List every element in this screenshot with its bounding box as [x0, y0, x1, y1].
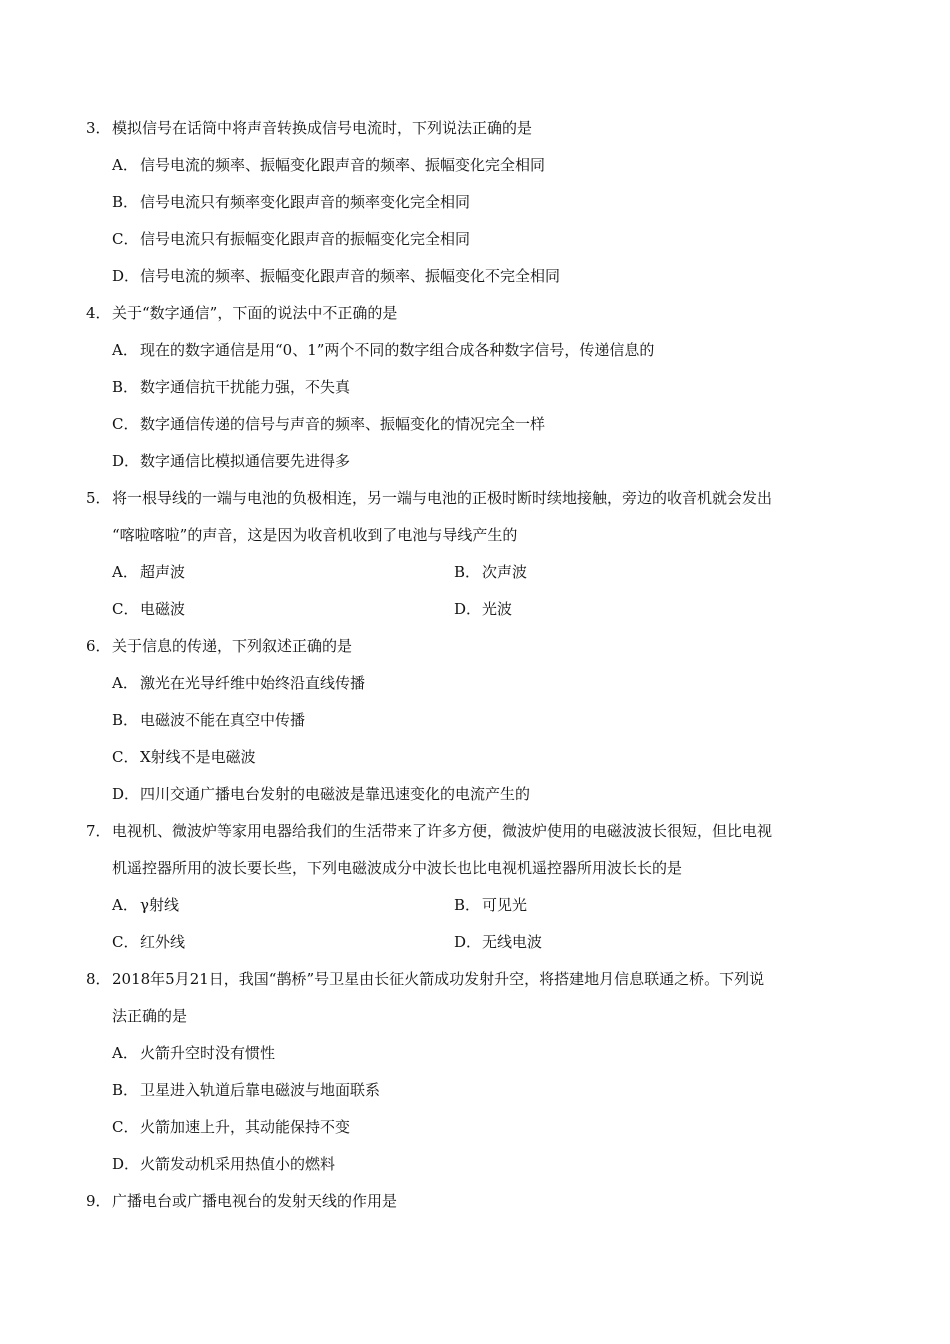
option-label: A．: [112, 674, 138, 692]
option-label: D．: [112, 267, 140, 285]
option-text: γ射线: [140, 896, 179, 914]
option-5b: [454, 562, 527, 582]
option-text: 火箭加速上升，其动能保持不变: [140, 1118, 351, 1136]
option-label: D．: [112, 452, 140, 470]
question-stem-continued: “喀啦喀啦”的声音，这是因为收音机收到了电池与导线产生的: [112, 526, 518, 544]
option-3c: [112, 229, 470, 249]
question-stem: 广播电台或广播电视台的发射天线的作用是: [112, 1192, 398, 1210]
option-label: C．: [112, 1118, 139, 1136]
question-stem-continued: 机遥控器所用的波长要长些，下列电磁波成分中波长也比电视机遥控器所用波长长的是: [112, 859, 683, 877]
option-7a: [112, 895, 179, 915]
option-6a: [112, 673, 365, 693]
question-7: [86, 821, 772, 841]
option-label: B．: [454, 563, 481, 581]
option-label: C．: [112, 933, 139, 951]
question-6: [86, 636, 352, 656]
option-8a: [112, 1043, 275, 1063]
option-7c: [112, 932, 185, 952]
question-4: [86, 303, 397, 323]
option-5c: [112, 599, 185, 619]
question-number: 8．: [86, 970, 111, 988]
option-5d: [454, 599, 512, 619]
question-number: 7．: [86, 822, 111, 840]
question-stem: 2018年5月21日，我国“鹊桥”号卫星由长征火箭成功发射升空，将搭建地月信息联通之桥。下列说: [112, 970, 765, 988]
question-number: 9．: [86, 1192, 111, 1210]
option-text: 信号电流只有振幅变化跟声音的振幅变化完全相同: [140, 230, 471, 248]
option-text: 数字通信比模拟通信要先进得多: [140, 452, 351, 470]
question-stem-continued: 法正确的是: [112, 1007, 188, 1025]
option-text: 火箭发动机采用热值小的燃料: [140, 1155, 336, 1173]
option-text: 信号电流的频率、振幅变化跟声音的频率、振幅变化不完全相同: [140, 267, 561, 285]
option-4c: [112, 414, 545, 434]
option-text: 四川交通广播电台发射的电磁波是靠迅速变化的电流产生的: [140, 785, 531, 803]
option-6b: [112, 710, 305, 730]
question-8-continued: [112, 1006, 187, 1026]
option-label: B．: [112, 711, 139, 729]
option-5a: [112, 562, 185, 582]
option-7b: [454, 895, 527, 915]
option-label: A．: [112, 156, 138, 174]
option-text: 电磁波不能在真空中传播: [140, 711, 306, 729]
option-text: 超声波: [140, 563, 186, 581]
option-label: D．: [112, 785, 140, 803]
option-label: C．: [112, 748, 139, 766]
option-6d: [112, 784, 530, 804]
option-label: C．: [112, 230, 139, 248]
option-label: A．: [112, 563, 138, 581]
option-4a: [112, 340, 654, 360]
option-4d: [112, 451, 350, 471]
option-label: C．: [112, 415, 139, 433]
question-stem: 关于“数字通信”，下面的说法中不正确的是: [112, 304, 398, 322]
option-6c: [112, 747, 256, 767]
option-8c: [112, 1117, 350, 1137]
question-number: 4．: [86, 304, 111, 322]
option-label: B．: [454, 896, 481, 914]
question-3: [86, 118, 532, 138]
question-9: [86, 1191, 397, 1211]
option-label: B．: [112, 1081, 139, 1099]
question-stem: 将一根导线的一端与电池的负极相连，另一端与电池的正极时断时续地接触，旁边的收音机就会发出: [112, 489, 773, 507]
question-stem: 电视机、微波炉等家用电器给我们的生活带来了许多方便，微波炉使用的电磁波波长很短，但比电视: [112, 822, 773, 840]
question-number: 5．: [86, 489, 111, 507]
question-stem: 关于信息的传递，下列叙述正确的是: [112, 637, 353, 655]
question-stem: 模拟信号在话筒中将声音转换成信号电流时，下列说法正确的是: [112, 119, 533, 137]
option-3b: [112, 192, 470, 212]
option-text: 次声波: [482, 563, 528, 581]
question-5: [86, 488, 772, 508]
question-5-continued: [112, 525, 517, 545]
option-label: D．: [454, 600, 482, 618]
option-label: B．: [112, 378, 139, 396]
option-label: A．: [112, 896, 138, 914]
option-label: D．: [112, 1155, 140, 1173]
option-text: 红外线: [140, 933, 186, 951]
question-8: [86, 969, 764, 989]
option-text: 无线电波: [482, 933, 543, 951]
option-text: 信号电流只有频率变化跟声音的频率变化完全相同: [140, 193, 471, 211]
option-text: 光波: [482, 600, 513, 618]
option-text: 现在的数字通信是用“0、1”两个不同的数字组合成各种数字信号，传递信息的: [140, 341, 655, 359]
option-text: 激光在光导纤维中始终沿直线传播: [140, 674, 366, 692]
option-text: 信号电流的频率、振幅变化跟声音的频率、振幅变化完全相同: [140, 156, 546, 174]
option-text: 可见光: [482, 896, 528, 914]
option-3d: [112, 266, 560, 286]
option-3a: [112, 155, 545, 175]
question-7-continued: [112, 858, 682, 878]
option-8b: [112, 1080, 380, 1100]
option-text: 卫星进入轨道后靠电磁波与地面联系: [140, 1081, 381, 1099]
option-text: 火箭升空时没有惯性: [140, 1044, 276, 1062]
option-label: B．: [112, 193, 139, 211]
option-label: A．: [112, 1044, 138, 1062]
option-4b: [112, 377, 350, 397]
option-text: X射线不是电磁波: [140, 748, 256, 766]
option-text: 数字通信传递的信号与声音的频率、振幅变化的情况完全一样: [140, 415, 546, 433]
option-7d: [454, 932, 542, 952]
option-text: 数字通信抗干扰能力强，不失真: [140, 378, 351, 396]
question-number: 3．: [86, 119, 111, 137]
option-8d: [112, 1154, 335, 1174]
option-label: D．: [454, 933, 482, 951]
option-label: C．: [112, 600, 139, 618]
option-label: A．: [112, 341, 138, 359]
option-text: 电磁波: [140, 600, 186, 618]
question-number: 6．: [86, 637, 111, 655]
